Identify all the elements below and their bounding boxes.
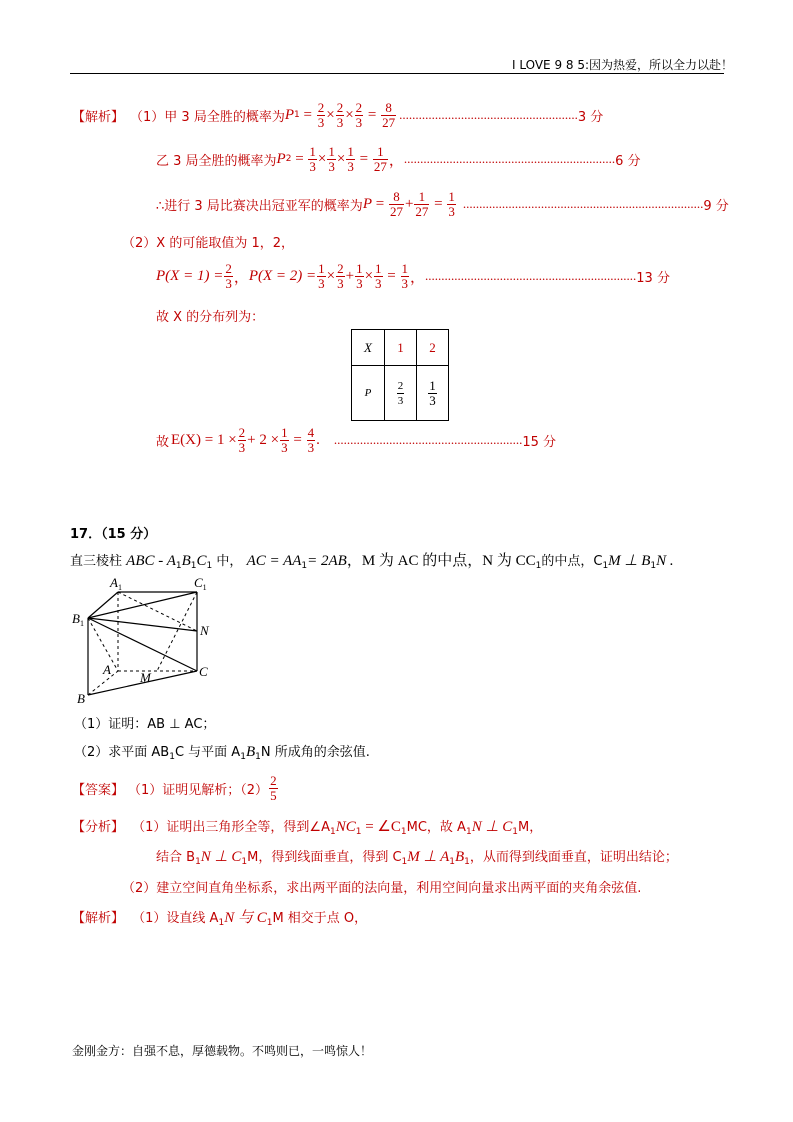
- line3-result: $\frac{1}{3}$: [448, 188, 455, 219]
- px1-expr: P(X = 1) =: [156, 267, 224, 284]
- label-b1: $B_1$: [72, 611, 84, 628]
- times: ×: [326, 106, 335, 123]
- equals: =: [289, 431, 306, 448]
- question-2: （2）求平面 $AB_1C$ 与平面 $A_1B_1N$ 所成角的余弦值.: [74, 744, 370, 762]
- edge-a1-n-hidden: [118, 592, 197, 631]
- header-divider: [70, 73, 724, 74]
- analysis-line-2: 结合 $B_1N$ ⊥ $C_1M$，得到线面垂直，得到 $C_1M$ ⊥ $A_1B_1$，从而得到线面垂直，证明出结论；: [156, 849, 678, 867]
- table-cell: [385, 366, 417, 421]
- line2-score: 6 分: [615, 153, 641, 169]
- ex-score: 15 分: [522, 434, 556, 450]
- analysis-line-3: （2）建立空间直角坐标系，求出两平面的法向量，利用空间向量求出两平面的夹角余弦值.: [122, 881, 642, 896]
- analysis-line-1: 【分析】 （1）证明出三角形全等，得到$\angle A_1NC_1$ = $\angle C_1MC$，故 $A_1N$ ⊥ $C_1M$，: [72, 819, 543, 837]
- equals: =: [291, 150, 308, 167]
- px1-frac: $\frac{2}{3}$: [225, 260, 232, 291]
- px-line: [156, 259, 670, 293]
- q2-line: [122, 232, 294, 251]
- label-m: M: [140, 670, 151, 685]
- dist-intro: 故 X 的分布列为：: [156, 310, 265, 325]
- line2-dots: .................................................................: [403, 151, 616, 166]
- q2-label: （2）: [122, 236, 157, 251]
- q2-text: X 的可能取值为 1，2，: [156, 236, 294, 251]
- problem-17-statement: 直三棱柱 ABC - $A_1B_1C_1$ 中， AC = $AA_1= 2AB$，M 为 AC 的中点，N 为 $CC_1$的中点，$C_1M$ ⊥ $B_1N$ .: [70, 553, 674, 571]
- table-cell: 1: [385, 330, 417, 366]
- ex-frac-2: $\frac{1}{3}$: [281, 424, 288, 455]
- ex-expr: E(X) = 1 ×: [171, 431, 237, 448]
- px2-frac-1: $\frac{1}{3}$: [318, 260, 325, 291]
- plus: +: [345, 267, 355, 284]
- line3-frac-2: $\frac{1}{27}$: [415, 188, 429, 219]
- ex-result: $\frac{4}{3}$: [307, 424, 315, 455]
- line1-text: 甲 3 局全胜的概率为: [164, 109, 285, 125]
- px-dots: .................................................................: [425, 268, 637, 283]
- equals: =: [430, 195, 447, 212]
- line1-frac-2: $\frac{2}{3}$: [336, 99, 344, 130]
- times: ×: [326, 267, 336, 284]
- ex-mid: + 2 ×: [247, 431, 280, 448]
- jiexi-tag: 【解析】: [72, 109, 125, 125]
- label-c: C: [199, 664, 208, 679]
- table-cell: [417, 366, 449, 421]
- line1-sub: 1: [294, 110, 300, 120]
- line1-dots: .......................................................: [399, 107, 578, 122]
- answer-frac: $\frac{2}{5}$: [270, 772, 277, 803]
- table-frac-2: $\frac{1}{3}$: [429, 377, 436, 408]
- comma: ，: [410, 269, 426, 286]
- table-frac-1: $\frac{2}{3}$: [397, 379, 404, 407]
- q1-label: （1）: [130, 109, 165, 125]
- label-c1: $C_1$: [194, 575, 207, 592]
- px2-frac-2: $\frac{2}{3}$: [337, 260, 344, 291]
- ex-prefix: 故: [156, 434, 170, 450]
- equals: =: [355, 150, 372, 167]
- table-cell-p-header: P: [352, 366, 385, 421]
- jiexi-tag-17: 【解析】: [72, 911, 125, 926]
- line1-lhs: P: [284, 106, 295, 123]
- times: ×: [336, 150, 346, 167]
- jiexi-line: 【解析】 （1）设直线 $A_1N$ 与 $C_1M$ 相交于点 O，: [72, 910, 368, 928]
- problem-17-heading: 17．（15 分）: [70, 527, 157, 542]
- comma: ，: [233, 269, 249, 286]
- line1-frac-3: $\frac{2}{3}$: [355, 99, 363, 130]
- times: ×: [345, 106, 354, 123]
- times: ×: [364, 267, 374, 284]
- px2-frac-3: $\frac{1}{3}$: [356, 260, 363, 291]
- line2-lhs: P: [276, 150, 286, 167]
- ex-frac-1: $\frac{2}{3}$: [238, 424, 246, 455]
- line3-lhs: P: [362, 195, 372, 212]
- line2-result: $\frac{1}{27}$: [373, 143, 387, 174]
- line3-frac-1: $\frac{8}{27}$: [389, 188, 403, 219]
- equals: =: [371, 195, 388, 212]
- answer-tag: 【答案】: [72, 782, 125, 798]
- prism-figure: [70, 575, 220, 705]
- label-b: B: [77, 691, 85, 705]
- line2-frac-3: $\frac{1}{3}$: [347, 143, 354, 174]
- solution-line-3: [156, 187, 729, 221]
- comma: ，: [388, 152, 404, 169]
- line1-frac-1: $\frac{2}{3}$: [317, 99, 325, 130]
- table-cell: 2: [417, 330, 449, 366]
- plus: +: [404, 195, 414, 212]
- expectation-line: [156, 423, 556, 457]
- ex-dots: ..........................................................: [333, 432, 523, 447]
- solution-line-2: [156, 142, 641, 176]
- analysis-tag: 【分析】: [72, 820, 125, 835]
- line3-dots: ..........................................................................: [462, 196, 704, 211]
- question-1: （1）证明：AB ⊥ AC；: [74, 717, 216, 732]
- answer-line: [72, 770, 279, 806]
- label-a: A: [103, 662, 111, 677]
- table-row: [352, 366, 449, 421]
- answer-text: （1）证明见解析；（2）: [128, 782, 269, 798]
- line1-score: 3 分: [577, 109, 604, 125]
- header-slogan: I LOVE 9 8 5:因为热爱，所以全力以赴！: [512, 58, 734, 72]
- equals: =: [299, 106, 316, 123]
- label-n: N: [200, 623, 209, 638]
- solution-line-1: [72, 98, 603, 132]
- px2-result: $\frac{1}{3}$: [401, 260, 409, 291]
- edge-c1-m-hidden: [157, 592, 197, 671]
- line3-text: ∴进行 3 局比赛决出冠亚军的概率为: [156, 198, 363, 214]
- px2-frac-4: $\frac{1}{3}$: [375, 260, 382, 291]
- line2-frac-1: $\frac{1}{3}$: [309, 143, 316, 174]
- period: .: [316, 431, 320, 448]
- line2-text: 乙 3 局全胜的概率为: [156, 153, 277, 169]
- table-cell-x-header: X: [352, 330, 385, 366]
- equals: =: [383, 267, 400, 284]
- line1-result: $\frac{8}{27}$: [382, 99, 396, 130]
- footer-motto: 金刚金方：自强不息，厚德载物。不鸣则已，一鸣惊人！: [72, 1044, 373, 1058]
- equals: =: [364, 106, 381, 123]
- label-a1: $A_1$: [110, 575, 122, 592]
- px2-expr: P(X = 2) =: [248, 267, 317, 284]
- times: ×: [317, 150, 327, 167]
- px-score: 13 分: [636, 270, 670, 286]
- table-row: [352, 330, 449, 366]
- line2-frac-2: $\frac{1}{3}$: [328, 143, 335, 174]
- line2-sub: 2: [285, 154, 292, 164]
- line3-score: 9 分: [703, 198, 729, 214]
- distribution-table: [351, 329, 449, 421]
- edge-b1-c1: [88, 592, 197, 618]
